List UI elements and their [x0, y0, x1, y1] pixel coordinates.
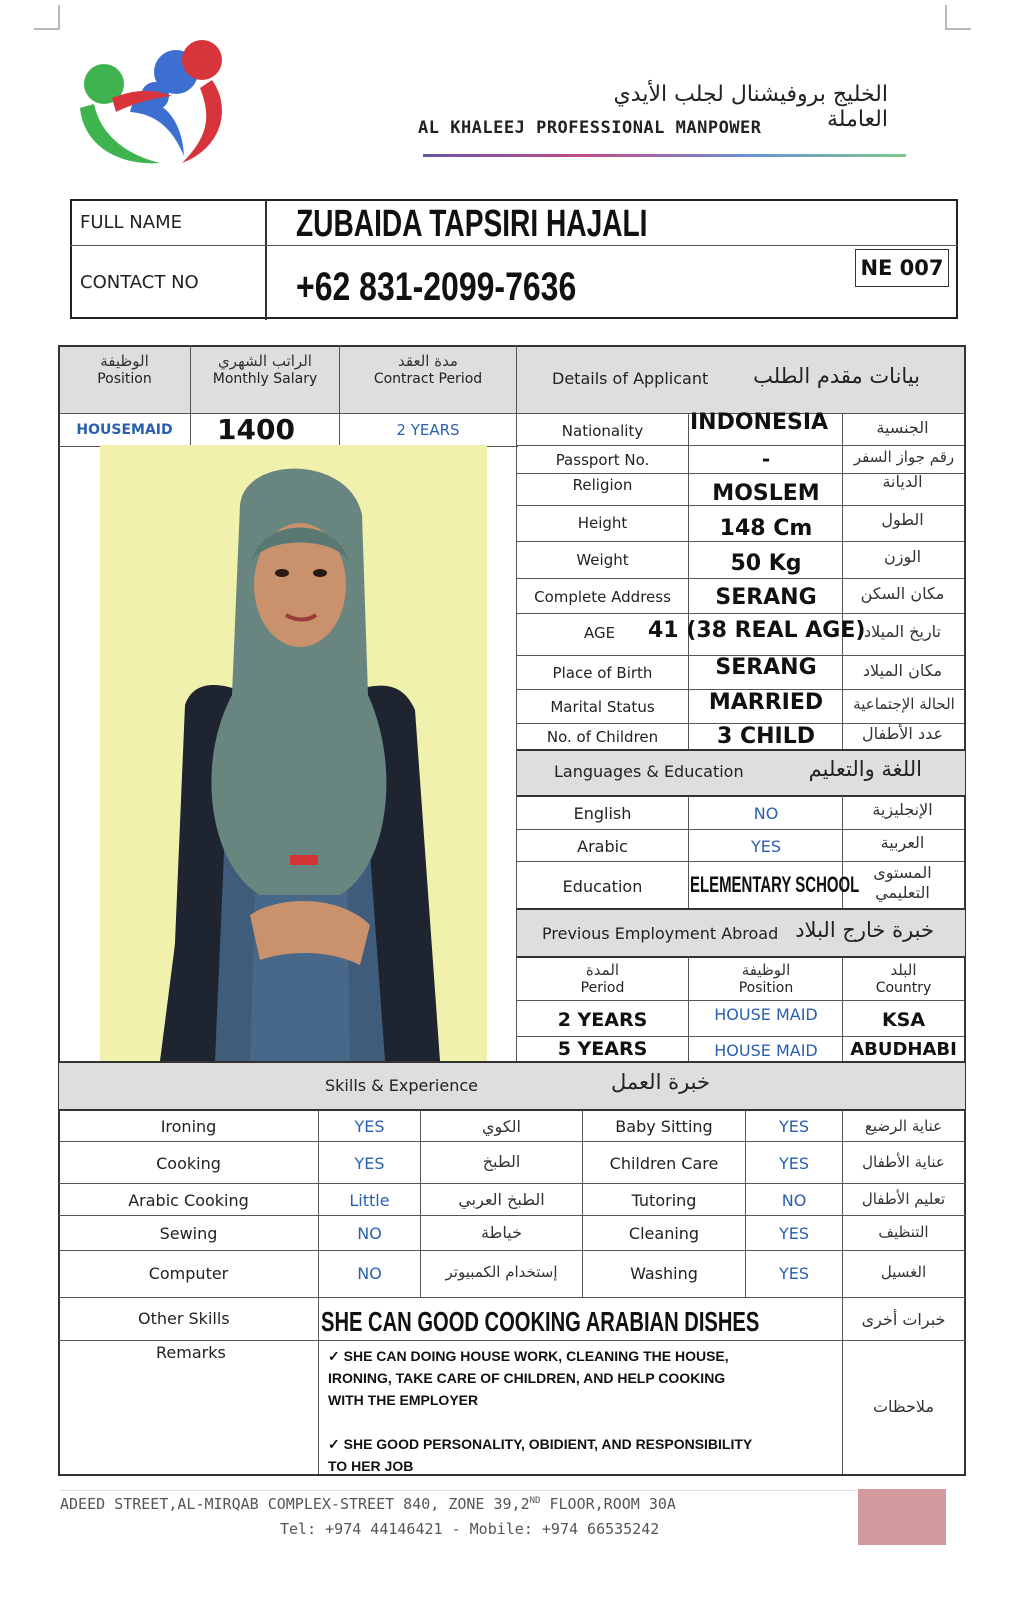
contract-period-header: مدة العقد Contract Period: [373, 351, 483, 387]
skills-header-en: Skills & Experience: [325, 1076, 478, 1095]
employment-col-period: المدة Period: [580, 960, 625, 996]
position-header: الوظيفة Position: [97, 351, 152, 387]
crop-mark: [58, 5, 60, 29]
contact-value: +62 831-2099-7636: [296, 265, 577, 309]
footer-color-block: [858, 1489, 946, 1545]
remarks-label: Remarks: [156, 1343, 226, 1362]
remarks-text: ✓ SHE CAN DOING HOUSE WORK, CLEANING THE HOUSE, IRONING, TAKE CARE OF CHILDREN, AND HELP COOKING WITH THE EMPLOYER ✓ SHE GOOD PERSONALITY, OBIDIENT, AND RESPONSIBILITY TO HER JOB: [328, 1348, 753, 1474]
other-skills-ar: خبرات أخرى: [861, 1309, 946, 1329]
languages-header-en: Languages & Education: [554, 762, 744, 781]
full-name-value: ZUBAIDA TAPSIRI HAJALI: [296, 203, 648, 245]
remarks-ar: ملاحظات: [872, 1396, 935, 1416]
footer-phones: Tel: +974 44146421 - Mobile: +974 66535242: [280, 1520, 660, 1538]
employment-col-position: الوظيفة Position: [738, 960, 794, 996]
details-header-ar: بيانات مقدم الطلب: [753, 364, 920, 388]
salary-value: 1400: [217, 412, 295, 446]
crop-mark: [945, 5, 947, 29]
full-name-label: FULL NAME: [80, 212, 182, 233]
employment-header-en: Previous Employment Abroad: [542, 924, 779, 943]
reference-code: NE 007: [855, 249, 949, 287]
contact-label: CONTACT NO: [80, 272, 199, 293]
company-logo: [72, 38, 234, 168]
crop-mark: [945, 28, 971, 30]
crop-mark: [34, 28, 60, 30]
other-skills-label: Other Skills: [138, 1309, 230, 1328]
applicant-photo: [100, 445, 487, 1061]
company-english-name: AL KHALEEJ PROFESSIONAL MANPOWER: [418, 118, 762, 138]
skills-header-ar: خبرة العمل: [611, 1070, 710, 1094]
skills-header-band: [59, 1063, 965, 1109]
other-skills-value: SHE CAN GOOD COOKING ARABIAN DISHES: [321, 1306, 760, 1337]
footer-address: ADEED STREET,AL-MIRQAB COMPLEX-STREET 840, ZONE 39,2ND FLOOR,ROOM 30A: [60, 1495, 676, 1513]
details-header-en: Details of Applicant: [552, 369, 709, 388]
contract-period-value: 2 YEARS: [396, 421, 460, 439]
footer-divider: [60, 1490, 857, 1491]
employment-col-country: البلد Country: [875, 960, 932, 996]
header-divider: [423, 154, 906, 157]
company-arabic-name: الخليج بروفيشنال لجلب الأيدي العاملة: [613, 82, 888, 132]
employment-header-ar: خبرة خارج البلاد: [795, 918, 934, 942]
languages-header-ar: اللغة والتعليم: [808, 757, 922, 781]
position-value: HOUSEMAID: [76, 422, 173, 438]
salary-header: الراتب الشهري Monthly Salary: [212, 351, 318, 387]
